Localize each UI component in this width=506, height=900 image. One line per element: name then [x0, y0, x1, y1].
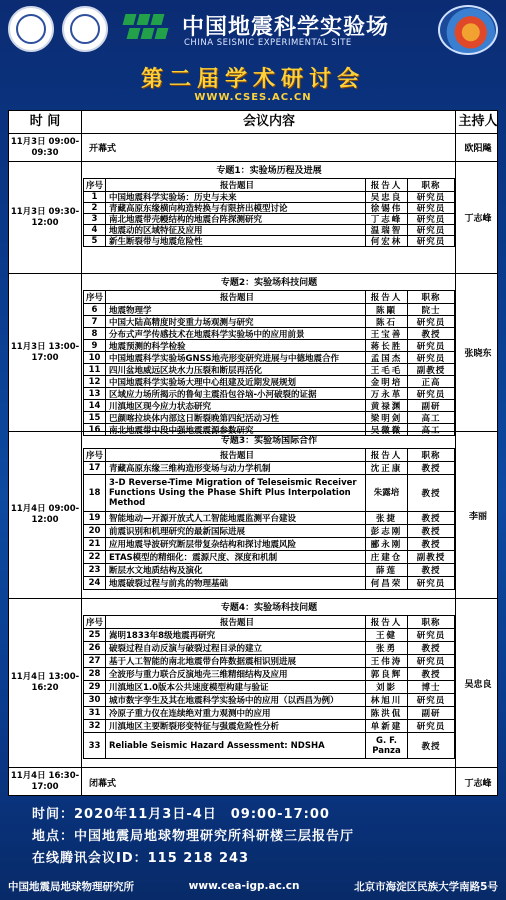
row-reporter: 陈石 — [366, 316, 408, 327]
row-title: 中国地震科学实验场GNSS地壳形变研究进展与中德地震合作 — [106, 352, 366, 363]
session-block — [83, 433, 455, 590]
row-position: 研究员 — [416, 341, 446, 352]
session-block — [83, 275, 455, 436]
closing-label: 闭幕式 — [89, 778, 117, 789]
bottom-org: 中国地震局地球物理研究所 — [8, 880, 134, 893]
session-title: 专题2：实验场科技问题 — [83, 275, 455, 291]
row-position: 研究员 — [416, 317, 446, 328]
row-reporter: 孟国杰 — [366, 352, 408, 363]
session-time: 11月3日 09:30-12:00 — [10, 206, 80, 228]
table-row — [83, 388, 455, 400]
session-time: 11月4日 09:00-12:00 — [10, 504, 80, 525]
cea-logo — [8, 6, 54, 52]
table-row — [83, 512, 455, 525]
row-title: 嵩明1833年8级地震再研究 — [106, 629, 366, 641]
session-host: 李丽 — [468, 511, 487, 522]
row-position: 教授 — [421, 670, 441, 680]
row-no: 14 — [84, 400, 106, 411]
row-position: 研究员 — [416, 657, 446, 667]
row-no: 27 — [84, 655, 106, 667]
row-position: 博士 — [421, 683, 441, 693]
host-header: 主持人 — [458, 114, 498, 129]
column-header-reporter: 报告人 — [366, 616, 408, 628]
row-position: 教授 — [421, 489, 441, 499]
column-header-title: 报告题目 — [106, 291, 366, 303]
row-title: 应用地震导波研究断层带复杂结构和探讨地震风险 — [106, 538, 366, 550]
column-header-no: 序号 — [84, 616, 106, 628]
conference-title: 第二届学术研讨会 — [140, 67, 365, 92]
table-row — [83, 707, 455, 720]
content-header: 会议内容 — [242, 114, 295, 129]
row-title: 地震预测的科学检验 — [106, 340, 366, 351]
opening-label: 开幕式 — [89, 144, 117, 154]
row-no: 24 — [84, 577, 106, 589]
table-row — [83, 733, 455, 759]
row-position: 研究员 — [416, 226, 446, 236]
row-no: 20 — [84, 525, 106, 537]
table-row — [83, 462, 455, 475]
row-title: 区域应力场所揭示的鲁甸主震沿包谷垴-小河破裂的证据 — [106, 388, 366, 399]
row-no: 30 — [84, 694, 106, 706]
table-row — [83, 412, 455, 424]
row-title: 破裂过程自动反演与破裂过程目录的建立 — [106, 642, 366, 654]
row-title: 南北地震带壳幔结构的地震台阵探测研究 — [106, 214, 366, 224]
table-row — [83, 694, 455, 707]
row-reporter: 梁明剑 — [366, 412, 408, 423]
row-title: ETAS模型的精细化：震源尺度、深度和机制 — [106, 551, 366, 563]
row-position: 教授 — [421, 527, 441, 537]
table-row — [83, 564, 455, 577]
row-position: 研究员 — [416, 353, 446, 364]
session-host: 张晓东 — [464, 349, 492, 359]
column-header-position: 职称 — [421, 618, 441, 628]
row-position: 研究员 — [416, 579, 446, 589]
row-no: 19 — [84, 512, 106, 524]
row-reporter: 郦永刚 — [366, 538, 408, 550]
bottom-website[interactable]: www.cea-igp.ac.cn — [188, 880, 300, 892]
row-no: 29 — [84, 681, 106, 693]
row-reporter: 王伟涛 — [366, 655, 408, 667]
row-title: 智能地动—开源开放式人工智能地震监测平台建设 — [106, 512, 366, 524]
row-title: 中国地震科学实验场大理中心组建及近期发展规划 — [106, 376, 366, 387]
column-header-no: 序号 — [84, 179, 106, 191]
row-reporter: 陈顒 — [366, 304, 408, 315]
session-block — [83, 163, 455, 247]
row-title: 基于人工智能的南北地震带台阵数据震相识别进展 — [106, 655, 366, 667]
row-reporter: 薛莲 — [366, 564, 408, 576]
row-reporter: 丁志峰 — [366, 214, 408, 224]
row-no: 26 — [84, 642, 106, 654]
row-title: 四川盆地威远区块水力压裂和断层再活化 — [106, 364, 366, 375]
row-position: 研究员 — [416, 722, 446, 732]
row-reporter: 万永革 — [366, 388, 408, 399]
footer-meeting-id: 在线腾讯会议ID：115 218 243 — [32, 851, 250, 866]
row-reporter: 郭良辉 — [366, 668, 408, 680]
row-title: 南北地震带中段中强地震震源参数研究 — [106, 424, 366, 435]
table-row — [83, 642, 455, 655]
column-header-no: 序号 — [84, 449, 106, 461]
row-no: 9 — [84, 340, 106, 351]
row-no: 1 — [84, 192, 106, 202]
table-row — [83, 538, 455, 551]
row-title: 中国大陆高精度时变重力场观测与研究 — [106, 316, 366, 327]
table-row — [83, 328, 455, 340]
session-time: 11月4日 13:00-16:20 — [10, 672, 80, 693]
row-no: 16 — [84, 424, 106, 435]
row-no: 22 — [84, 551, 106, 563]
session-title: 专题3：实验场国际合作 — [83, 433, 455, 449]
row-position: 研究员 — [416, 631, 446, 641]
session-title: 专题4：实验场科技问题 — [83, 600, 455, 616]
row-no: 31 — [84, 707, 106, 719]
conference-url: WWW.CSES.AC.CN — [194, 92, 312, 103]
row-no: 17 — [84, 462, 106, 474]
row-no: 5 — [84, 236, 106, 246]
table-row — [83, 525, 455, 538]
opening-host: 欧阳飚 — [464, 144, 492, 154]
row-title: 断层水文地质结构及演化 — [106, 564, 366, 576]
bottom-bar — [0, 872, 506, 900]
row-no: 7 — [84, 316, 106, 327]
row-position: 副教授 — [416, 365, 446, 376]
row-no: 21 — [84, 538, 106, 550]
closing-time: 11月4日 16:30-17:00 — [10, 771, 80, 792]
header — [0, 0, 506, 58]
session-host: 丁志峰 — [464, 214, 492, 224]
row-position: 正高 — [421, 377, 441, 388]
row-position: 研究员 — [416, 215, 446, 225]
column-header-position: 职称 — [421, 181, 441, 191]
row-position: 教授 — [421, 464, 441, 474]
row-title: 新生断裂带与地震危险性 — [106, 236, 366, 246]
table-row — [83, 364, 455, 376]
row-title: 地震动的区域特征及应用 — [106, 225, 366, 235]
session-host: 吴忠良 — [464, 679, 492, 690]
row-title: 川滇地区主要断裂形变特征与强震危险性分析 — [106, 720, 366, 732]
row-position: 高工 — [421, 413, 441, 424]
earth-globe-icon — [438, 5, 498, 55]
row-no: 28 — [84, 668, 106, 680]
time-header: 时 间 — [29, 114, 61, 129]
row-title: 冷原子重力仪在连续绝对重力观测中的应用 — [106, 707, 366, 719]
row-title: 3-D Reverse-Time Migration of Teleseismic Receiver Functions Using the Phase Shift Plus Interpolation Method — [106, 475, 366, 511]
row-position: 副研 — [421, 401, 441, 412]
row-reporter: 庄建仓 — [366, 551, 408, 563]
row-position: 副研 — [421, 709, 441, 719]
row-reporter: 沈正康 — [366, 462, 408, 474]
table-row — [83, 551, 455, 564]
row-reporter: 王健 — [366, 629, 408, 641]
column-header-position: 职称 — [421, 451, 441, 461]
row-title: 青藏高原东缘横向构造转换与有限挤出模型讨论 — [106, 203, 366, 213]
row-reporter: 林旭川 — [366, 694, 408, 706]
row-position: 教授 — [421, 644, 441, 654]
row-no: 13 — [84, 388, 106, 399]
row-no: 10 — [84, 352, 106, 363]
row-position: 高工 — [421, 425, 441, 436]
table-row — [83, 340, 455, 352]
row-reporter: 温瑞智 — [366, 225, 408, 235]
row-reporter: 彭志刚 — [366, 525, 408, 537]
schedule-table — [8, 110, 498, 796]
footer-time: 时间：2020年11月3日-4日 09:00-17:00 — [32, 807, 330, 822]
row-reporter: G. F. Panza — [366, 733, 408, 758]
row-reporter: 吴微微 — [366, 424, 408, 435]
table-row — [83, 304, 455, 316]
site-subtitle: CHINA SEISMIC EXPERIMENTAL SITE — [184, 38, 352, 48]
row-title: 城市数字孪生及其在地震科学实验场中的应用（以西昌为例） — [106, 694, 366, 706]
row-reporter: 朱露培 — [366, 475, 408, 511]
table-row — [83, 655, 455, 668]
row-reporter: 何昌荣 — [366, 577, 408, 589]
row-no: 23 — [84, 564, 106, 576]
row-no: 32 — [84, 720, 106, 732]
table-row — [83, 681, 455, 694]
row-reporter: 王毛毛 — [366, 364, 408, 375]
column-header-reporter: 报告人 — [366, 179, 408, 191]
row-reporter: 金明培 — [366, 376, 408, 387]
session-block — [83, 600, 455, 759]
row-reporter: 蒋长胜 — [366, 340, 408, 351]
row-position: 教授 — [421, 540, 441, 550]
row-reporter: 王宝善 — [366, 328, 408, 339]
footer-location: 地点：中国地震局地球物理研究所科研楼三层报告厅 — [32, 829, 355, 844]
opening-time: 11月3日 09:00-09:30 — [10, 136, 80, 158]
table-row — [83, 577, 455, 590]
session-title: 专题1：实验场历程及进展 — [83, 163, 455, 179]
row-no: 8 — [84, 328, 106, 339]
row-reporter: 单新建 — [366, 720, 408, 732]
row-title: 分布式声学传感技术在地震科学实验场中的应用前景 — [106, 328, 366, 339]
row-reporter: 张勇 — [366, 642, 408, 654]
row-no: 3 — [84, 214, 106, 224]
row-reporter: 吴忠良 — [366, 192, 408, 202]
table-row — [83, 236, 455, 247]
table-row — [83, 629, 455, 642]
row-title: Reliable Seismic Hazard Assessment: NDSHA — [106, 733, 366, 758]
row-no: 2 — [84, 203, 106, 213]
row-title: 巴颜喀拉块体内部这日断裂晚第四纪活动习性 — [106, 412, 366, 423]
row-position: 教授 — [421, 741, 441, 752]
row-position: 教授 — [421, 514, 441, 524]
column-header-title: 报告题目 — [106, 616, 366, 628]
table-row — [83, 400, 455, 412]
column-header-reporter: 报告人 — [366, 449, 408, 461]
row-position: 研究员 — [416, 389, 446, 400]
table-row — [83, 668, 455, 681]
row-title: 中国地震科学实验场：历史与未来 — [106, 192, 366, 202]
row-position: 教授 — [421, 329, 441, 340]
row-position: 研究员 — [416, 204, 446, 214]
row-no: 4 — [84, 225, 106, 235]
row-reporter: 黄禄渊 — [366, 400, 408, 411]
column-header-title: 报告题目 — [106, 179, 366, 191]
row-no: 15 — [84, 412, 106, 423]
row-title: 地震破裂过程与前兆的物理基础 — [106, 577, 366, 589]
session-column-header — [83, 616, 455, 629]
row-title: 地震物理学 — [106, 304, 366, 315]
session-column-header — [83, 291, 455, 304]
row-position: 研究员 — [416, 193, 446, 203]
table-row — [83, 316, 455, 328]
column-header-reporter: 报告人 — [366, 291, 408, 303]
column-header-title: 报告题目 — [106, 449, 366, 461]
row-title: 前震识别和机理研究的最新国际进展 — [106, 525, 366, 537]
table-row — [83, 475, 455, 512]
row-title: 川滇地区现今应力状态研究 — [106, 400, 366, 411]
row-no: 12 — [84, 376, 106, 387]
table-row — [83, 720, 455, 733]
row-position: 研究员 — [416, 237, 446, 247]
row-no: 11 — [84, 364, 106, 375]
row-reporter: 何宏林 — [366, 236, 408, 246]
table-row — [83, 352, 455, 364]
row-title: 青藏高原东缘三维构造形变场与动力学机制 — [106, 462, 366, 474]
row-reporter: 徐锡伟 — [366, 203, 408, 213]
row-no: 18 — [84, 475, 106, 511]
row-no: 33 — [84, 733, 106, 758]
experimental-site-logo — [122, 12, 170, 46]
row-no: 25 — [84, 629, 106, 641]
row-title: 川滇地区1.0版本公共速度模型构建与验证 — [106, 681, 366, 693]
session-time: 11月3日 13:00-17:00 — [10, 341, 80, 363]
column-header-no: 序号 — [84, 291, 106, 303]
row-position: 教授 — [421, 566, 441, 576]
row-reporter: 陈洪侃 — [366, 707, 408, 719]
table-row — [83, 376, 455, 388]
row-reporter: 刘影 — [366, 681, 408, 693]
column-header-position: 职称 — [421, 293, 441, 303]
row-position: 研究员 — [416, 696, 446, 706]
row-position: 院士 — [421, 305, 441, 316]
site-title: 中国地震科学实验场 — [182, 15, 390, 40]
row-position: 副教授 — [416, 553, 446, 563]
row-title: 全波形与重力联合反演地壳三维精细结构及应用 — [106, 668, 366, 680]
row-no: 6 — [84, 304, 106, 315]
bottom-address: 北京市海淀区民族大学南路5号 — [354, 880, 498, 893]
row-reporter: 张捷 — [366, 512, 408, 524]
closing-host: 丁志峰 — [464, 778, 492, 789]
institute-logo — [62, 6, 108, 52]
session-column-header — [83, 449, 455, 462]
